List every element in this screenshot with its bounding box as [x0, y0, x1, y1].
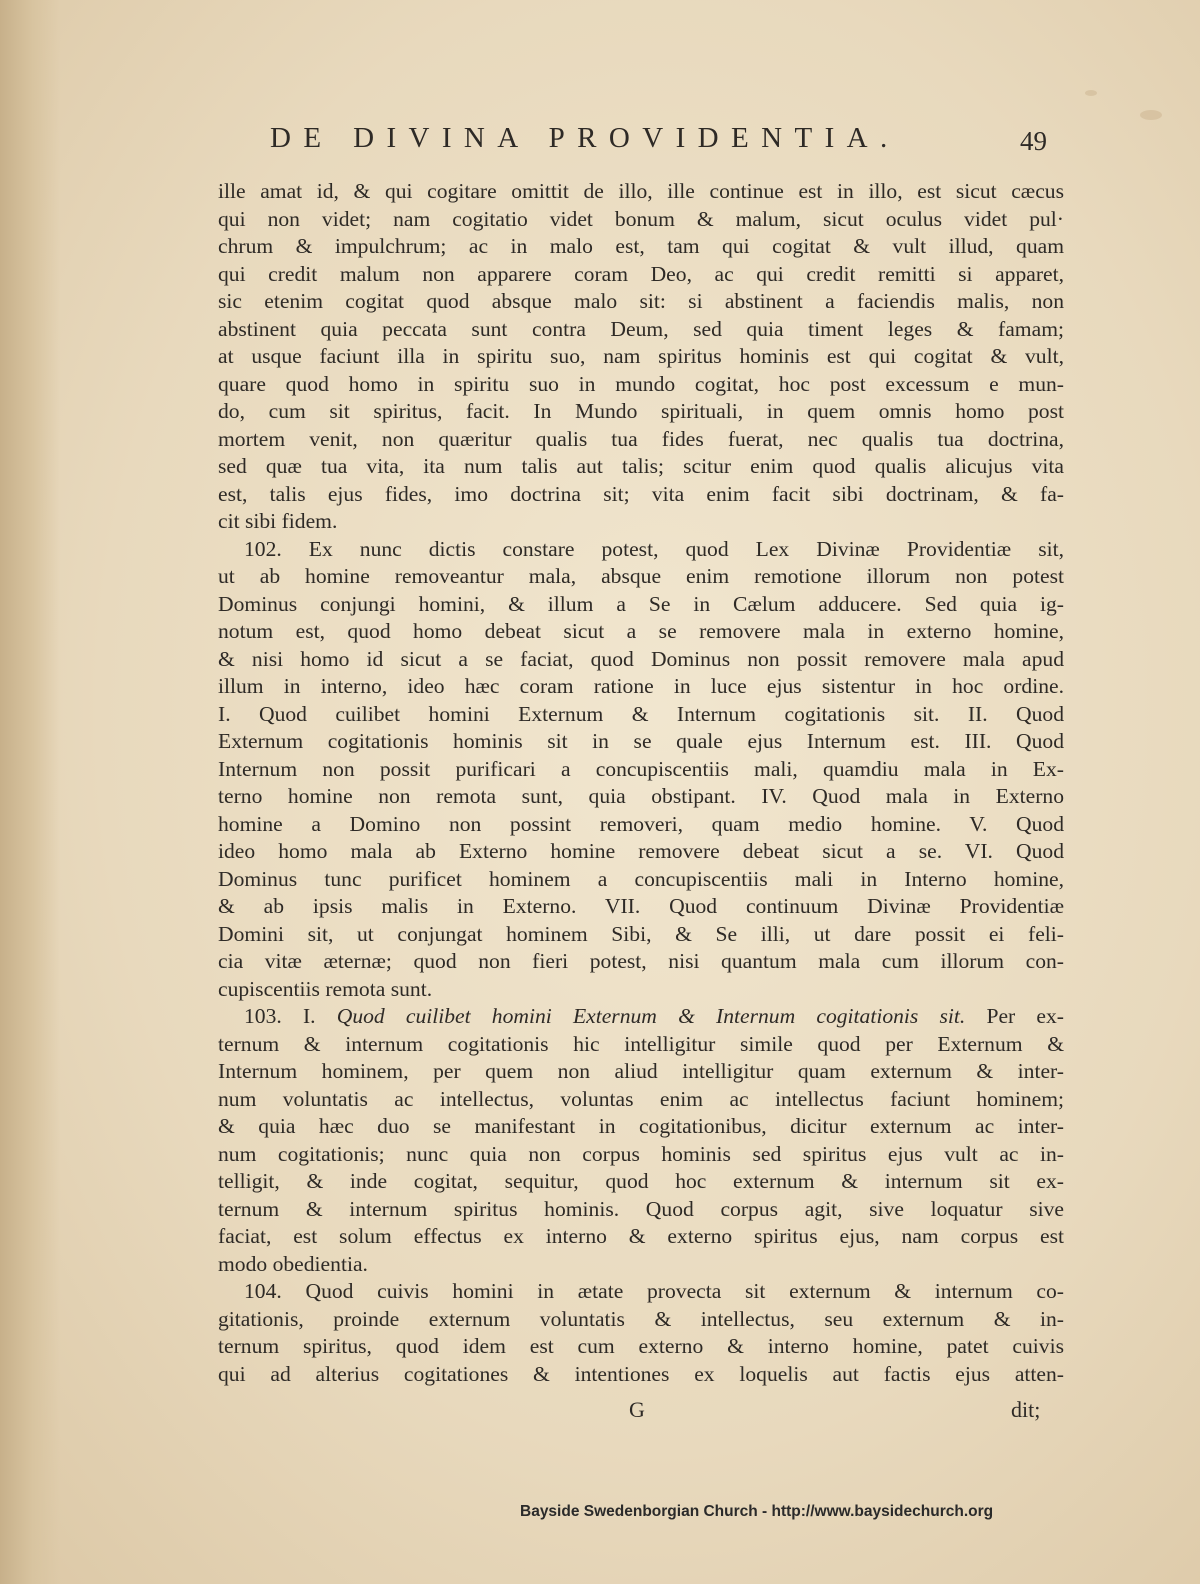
- text-line: chrum & impulchrum; ac in malo est, tam qui cogitat & vult illud, quam: [218, 234, 1064, 258]
- paragraph-103-first-line: [218, 1003, 1064, 1031]
- running-title: DE DIVINA PROVIDENTIA.: [270, 122, 900, 154]
- page-gutter-shadow: [0, 0, 60, 1584]
- text-line: & ab ipsis malis in Externo. VII. Quod continuum Divinæ Providentiæ: [218, 894, 1064, 918]
- source-watermark: Bayside Swedenborgian Church - http://www.baysidechurch.org: [520, 1503, 994, 1520]
- text-line: num voluntatis ac intellectus, voluntas enim ac intellectus faciunt hominem;: [218, 1086, 1064, 1111]
- text-line: ut ab homine removeantur mala, absque enim remotione illorum non potest: [218, 564, 1064, 588]
- paragraph-104-first-line: 104. Quod cuivis homini in ætate provecta sit externum & internum co-: [244, 1279, 1064, 1303]
- text-line: faciat, est solum effectus ex interno & externo spiritus ejus, nam corpus est: [218, 1224, 1064, 1248]
- text-line: qui credit malum non apparere coram Deo, ac qui credit remitti si apparet,: [218, 261, 1064, 286]
- text-line: & quia hæc duo se manifestant in cogitationibus, dicitur externum ac inter-: [218, 1114, 1064, 1138]
- text-line: terno homine non remota sunt, quia obstipant. IV. Quod mala in Externo: [218, 784, 1064, 808]
- text-line: illum in interno, ideo hæc coram ratione in luce ejus sistentur in hoc ordine.: [218, 674, 1064, 698]
- text-line: do, cum sit spiritus, facit. In Mundo spirituali, in quem omnis homo post: [218, 399, 1064, 423]
- paper-stain: [1085, 90, 1097, 96]
- paragraph-103-number: 103. I.: [244, 1004, 337, 1028]
- text-line: gitationis, proinde externum voluntatis & intellectus, seu externum & in-: [218, 1306, 1064, 1331]
- text-line: cupiscentiis remota sunt.: [218, 976, 433, 1001]
- text-line: notum est, quod homo debeat sicut a se removere mala in externo homine,: [218, 619, 1064, 643]
- text-line: abstinent quia peccata sunt contra Deum, sed quia timent leges & famam;: [218, 316, 1064, 341]
- signature-mark: G: [629, 1397, 645, 1422]
- text-line: est, talis ejus fides, imo doctrina sit; vita enim facit sibi doctrinam, & fa-: [218, 481, 1064, 506]
- text-line: Internum non possit purificari a concupiscentiis mali, quamdiu mala in Ex-: [218, 756, 1064, 781]
- text-line: ille amat id, & qui cogitare omittit de illo, ille continue est in illo, est sicut cæcus: [218, 179, 1064, 203]
- text-line: I. Quod cuilibet homini Externum & Internum cogitationis sit. II. Quod: [218, 701, 1064, 726]
- paragraph-103-heading: Quod cuilibet homini Externum & Internum cogitationis sit.: [336, 1004, 966, 1028]
- text-line: ideo homo mala ab Externo homine removere debeat sicut a se. VI. Quod: [218, 839, 1064, 863]
- text-line: Dominus tunc purificet hominem a concupiscentiis mali in Interno homine,: [218, 866, 1064, 891]
- text-line: at usque faciunt illa in spiritu suo, nam spiritus hominis est qui cogitat & vult,: [218, 344, 1064, 368]
- paragraph-102-first-line: 102. Ex nunc dictis constare potest, quod Lex Divinæ Providentiæ sit,: [244, 536, 1064, 561]
- paragraph-103-continuation: Per ex-: [965, 1004, 1064, 1028]
- text-line: ternum & internum cogitationis hic intelligitur simile quod per Externum &: [218, 1031, 1064, 1056]
- text-line: ternum & internum spiritus hominis. Quod corpus agit, sive loquatur sive: [218, 1196, 1064, 1221]
- page-number: 49: [1020, 126, 1047, 156]
- text-line: Externum cogitationis hominis sit in se quale ejus Internum est. III. Quod: [218, 729, 1064, 753]
- text-line: num cogitationis; nunc quia non corpus hominis sed spiritus ejus vult ac in-: [218, 1141, 1064, 1166]
- text-line: telligit, & inde cogitat, sequitur, quod hoc externum & internum sit ex-: [218, 1169, 1064, 1193]
- body-text: [218, 178, 1064, 1388]
- text-line: quare quod homo in spiritu suo in mundo cogitat, hoc post excessum e mun-: [218, 371, 1064, 396]
- text-line: ternum spiritus, quod idem est cum externo & interno homine, patet cuivis: [218, 1334, 1064, 1358]
- text-line: Dominus conjungi homini, & illum a Se in Cælum adducere. Sed quia ig-: [218, 591, 1064, 616]
- text-line: sed quæ tua vita, ita num talis aut talis; scitur enim quod qualis alicujus vita: [218, 454, 1064, 478]
- text-line: qui ad alterius cogitationes & intentiones ex loquelis aut factis ejus atten-: [218, 1361, 1064, 1386]
- text-line: & nisi homo id sicut a se faciat, quod Dominus non possit removere mala apud: [218, 646, 1064, 671]
- text-line: qui non videt; nam cogitatio videt bonum & malum, sicut oculus videt pul·: [218, 206, 1064, 231]
- text-line: Internum hominem, per quem non aliud intelligitur quam externum & inter-: [218, 1059, 1064, 1083]
- text-line: homine a Domino non possint removeri, quam medio homine. V. Quod: [218, 811, 1064, 836]
- text-line: mortem venit, non quæritur qualis tua fides fuerat, nec qualis tua doctrina,: [218, 426, 1064, 451]
- paper-stain: [1140, 110, 1162, 120]
- text-line: cia vitæ æternæ; quod non fieri potest, nisi quantum mala cum illorum con-: [218, 949, 1064, 973]
- text-line: Domini sit, ut conjungat hominem Sibi, & Se illi, ut dare possit ei feli-: [218, 921, 1064, 946]
- text-line: sic etenim cogitat quod absque malo sit: si abstinent a faciendis malis, non: [218, 289, 1064, 313]
- text-line: cit sibi fidem.: [218, 509, 338, 533]
- running-header: [270, 122, 1090, 168]
- catchword: dit;: [1011, 1397, 1041, 1422]
- text-line: modo obedientia.: [218, 1251, 368, 1276]
